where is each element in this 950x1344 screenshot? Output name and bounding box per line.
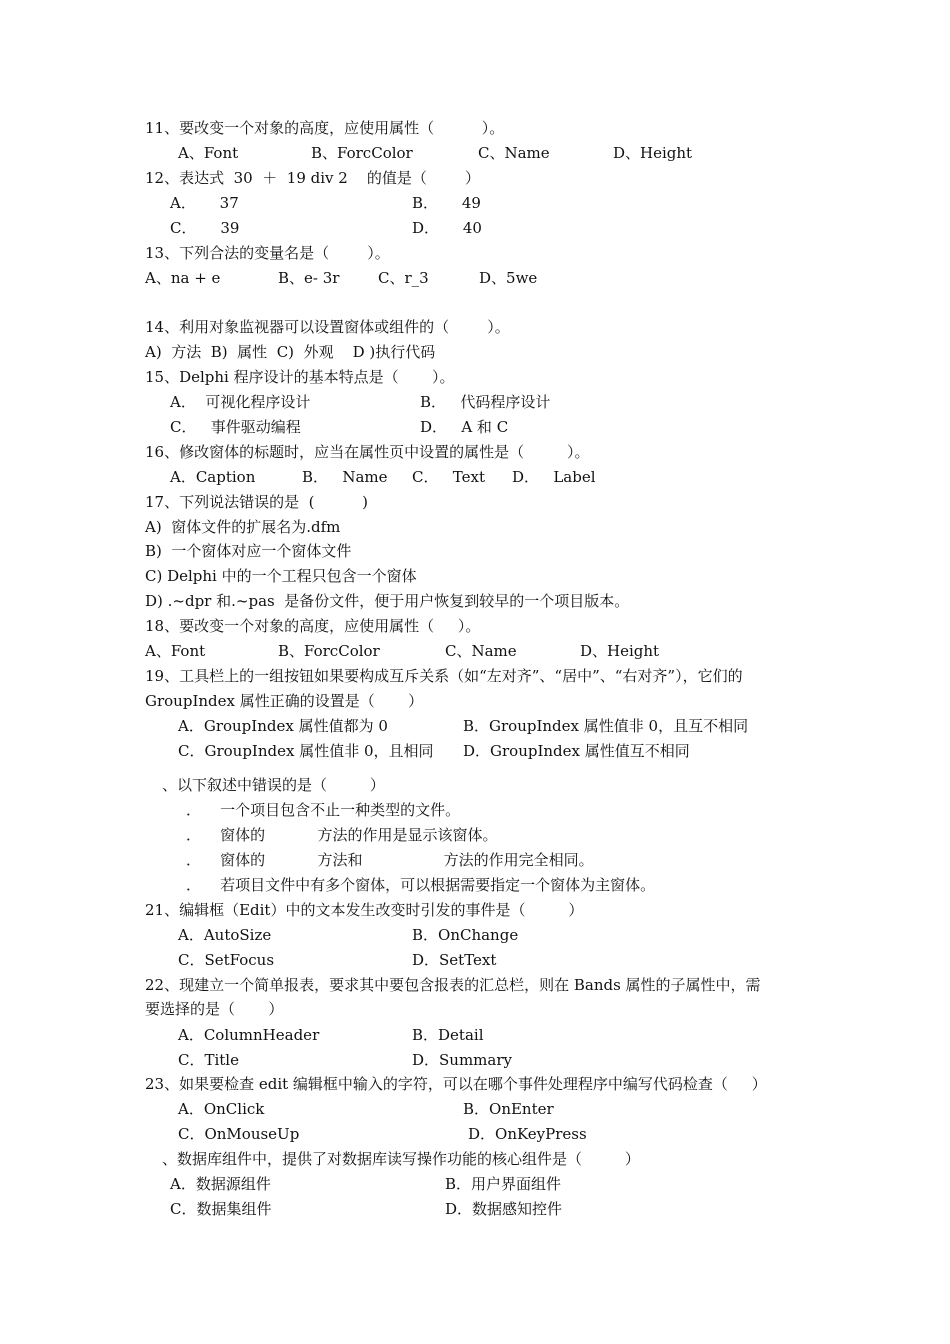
option-b: B、e- 3r xyxy=(278,269,340,287)
question-17-line-d: D) .~dpr 和.~pas 是备份文件，便于用户恢复到较早的一个项目版本。 xyxy=(145,592,630,610)
option-b: B．OnEnter xyxy=(463,1100,554,1118)
question-24-stem: 、数据库组件中，提供了对数据库读写操作功能的核心组件是（ ） xyxy=(162,1150,640,1168)
question-17-line-c: C) Delphi 中的一个工程只包含一个窗体 xyxy=(145,567,417,585)
option-c: C． 39 xyxy=(170,219,240,237)
option-c: C．数据集组件 xyxy=(170,1200,272,1218)
option-b: B、ForcColor xyxy=(311,144,413,162)
option-c: C． Text xyxy=(412,468,485,486)
option-a: A．Caption xyxy=(170,468,256,486)
option-c: C．OnMouseUp xyxy=(178,1125,300,1143)
option-d: D．OnKeyPress xyxy=(468,1125,587,1143)
option-a: A、na + e xyxy=(145,269,221,287)
question-19-stem-line2: GroupIndex 属性正确的设置是（ ） xyxy=(145,692,424,710)
question-20-line-d: ． 若项目文件中有多个窗体，可以根据需要指定一个窗体为主窗体。 xyxy=(186,876,656,894)
option-b: B．用户界面组件 xyxy=(445,1175,562,1193)
question-20-line-b: ． 窗体的 方法的作用是显示该窗体。 xyxy=(186,826,498,844)
question-24-options-row2 xyxy=(0,1199,950,1279)
question-17-line-a: A) 窗体文件的扩展名为.dfm xyxy=(145,518,341,536)
question-18-stem: 18、要改变一个对象的高度，应使用属性（ ）。 xyxy=(145,617,481,635)
question-14-options: A) 方法 B) 属性 C) 外观 D )执行代码 xyxy=(145,343,436,361)
question-16-stem: 16、修改窗体的标题时，应当在属性页中设置的属性是（ ）。 xyxy=(145,443,590,461)
option-b: B． 49 xyxy=(412,194,481,212)
question-17-line-b: B) 一个窗体对应一个窗体文件 xyxy=(145,542,352,560)
option-b: B．Detail xyxy=(412,1026,484,1044)
option-b: B．GroupIndex 属性值非 0，且互不相同 xyxy=(463,717,749,735)
option-b: B、ForcColor xyxy=(278,642,380,660)
question-19-stem-line1: 19、工具栏上的一组按钮如果要构成互斥关系（如“左对齐”、“居中”、“右对齐”），它们的 xyxy=(145,667,743,685)
question-12-stem: 12、表达式 30 ＋ 19 div 2 的值是（ ） xyxy=(145,169,481,187)
option-a: A． 可视化程序设计 xyxy=(170,393,311,411)
option-c: C、Name xyxy=(478,144,550,162)
option-d: D． 40 xyxy=(412,219,482,237)
question-20-line-a: ． 一个项目包含不止一种类型的文件。 xyxy=(186,801,461,819)
option-d: D．Summary xyxy=(412,1051,512,1069)
question-20-line-c: ． 窗体的 方法和 方法的作用完全相同。 xyxy=(186,851,594,869)
option-a: A、Font xyxy=(145,642,206,660)
question-22-stem-line2: 要选择的是（ ） xyxy=(145,1000,284,1018)
option-c: C、r_3 xyxy=(378,269,429,287)
option-c: C．GroupIndex 属性值非 0，且相同 xyxy=(178,742,434,760)
option-c: C、Name xyxy=(445,642,517,660)
question-20-stem: 、以下叙述中错误的是（ ） xyxy=(162,776,385,794)
option-d: D．数据感知控件 xyxy=(445,1200,563,1218)
option-d: D． A 和 C xyxy=(420,418,509,436)
question-17-stem: 17、下列说法错误的是 ( ) xyxy=(145,493,369,511)
option-a: A．OnClick xyxy=(178,1100,265,1118)
option-d: D． Label xyxy=(512,468,596,486)
option-c: C．SetFocus xyxy=(178,951,275,969)
option-a: A． 37 xyxy=(170,194,239,212)
question-14-stem: 14、利用对象监视器可以设置窗体或组件的（ ）。 xyxy=(145,318,510,336)
question-23-stem: 23、如果要检查 edit 编辑框中输入的字符，可以在哪个事件处理程序中编写代码检查（ ） xyxy=(145,1075,767,1093)
question-21-stem: 21、编辑框（Edit）中的文本发生改变时引发的事件是（ ） xyxy=(145,901,584,919)
option-d: D．SetText xyxy=(412,951,497,969)
option-c: C． 事件驱动编程 xyxy=(170,418,301,436)
question-11-stem: 11、要改变一个对象的高度，应使用属性（ ）。 xyxy=(145,119,505,137)
question-16-options xyxy=(0,467,950,587)
question-13-stem: 13、下列合法的变量名是（ ）。 xyxy=(145,244,390,262)
option-b: B．OnChange xyxy=(412,926,519,944)
option-d: D、Height xyxy=(580,642,660,660)
option-a: A．ColumnHeader xyxy=(178,1026,320,1044)
option-d: D．GroupIndex 属性值互不相同 xyxy=(463,742,690,760)
option-a: A．GroupIndex 属性值都为 0 xyxy=(178,717,388,735)
question-22-stem-line1: 22、现建立一个简单报表，要求其中要包含报表的汇总栏，则在 Bands 属性的子属性中，需 xyxy=(145,976,761,994)
option-c: C．Title xyxy=(178,1051,239,1069)
question-15-stem: 15、Delphi 程序设计的基本特点是（ ）。 xyxy=(145,368,455,386)
question-19-options-row2 xyxy=(0,741,950,821)
option-d: D、Height xyxy=(613,144,693,162)
option-d: D、5we xyxy=(479,269,538,287)
option-b: B． Name xyxy=(302,468,388,486)
option-b: B． 代码程序设计 xyxy=(420,393,551,411)
option-a: A．AutoSize xyxy=(178,926,272,944)
option-a: A．数据源组件 xyxy=(170,1175,271,1193)
option-a: A、Font xyxy=(178,144,239,162)
